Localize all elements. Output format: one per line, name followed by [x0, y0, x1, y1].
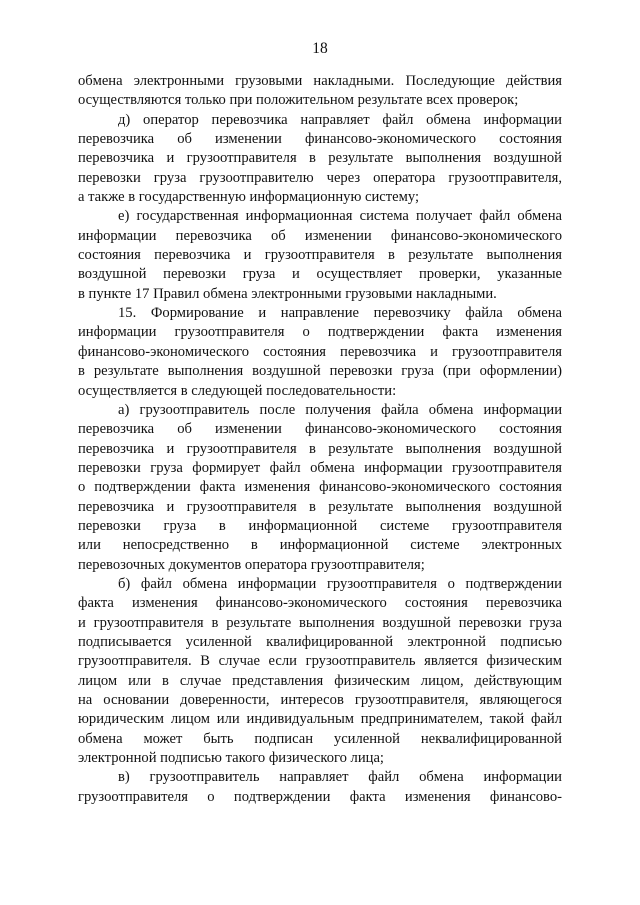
text-line: состояния перевозчика и грузоотправителя в результате выполнения [78, 247, 562, 264]
text-line: юридическим лицом или индивидуальным предпринимателем, такой файл [78, 711, 562, 728]
text-line: факта изменения финансово-экономического состояния перевозчика [78, 595, 562, 612]
text-line: перевозки груза формирует файл обмена информации грузоотправителя [78, 459, 562, 476]
text-line: подписывается усиленной квалифицированной электронной подписью [78, 633, 562, 650]
text-line: в пункте 17 Правил обмена электронными грузовыми накладными. [78, 285, 497, 302]
text-line: перевозчика и грузоотправителя в результате выполнения воздушной [78, 150, 562, 167]
text-line: д) оператор перевозчика направляет файл обмена информации [118, 111, 562, 128]
text-line: электронной подписью такого физического лица; [78, 750, 384, 767]
text-line: о подтверждении факта изменения финансово-экономического состояния [78, 479, 562, 496]
text-line: осуществляется в следующей последовательности: [78, 382, 397, 399]
text-line: на основании доверенности, интересов грузоотправителя, являющегося [78, 692, 562, 708]
text-line: перевозочных документов оператора грузоотправителя; [78, 556, 425, 573]
text-line: грузоотправителя. В случае если грузоотправитель является физическим [78, 653, 562, 670]
text-line: е) государственная информационная система получает файл обмена [118, 208, 562, 225]
text-line: обмена может быть подписан усиленной неквалифицированной [78, 730, 562, 747]
text-line: перевозчика об изменении финансово-экономического состояния [78, 421, 562, 438]
page-number: 18 [312, 40, 328, 57]
text-line: грузоотправителя о подтверждении факта изменения финансово- [78, 788, 562, 805]
text-line: а) грузоотправитель после получения файла обмена информации [118, 401, 562, 418]
text-line: в) грузоотправитель направляет файл обмена информации [118, 769, 562, 786]
text-line: и грузоотправителя в результате выполнения воздушной перевозки груза [78, 614, 562, 631]
text-line: или непосредственно в информационной системе электронных [78, 537, 562, 554]
text-line: обмена электронными грузовыми накладными. Последующие действия [78, 73, 562, 89]
text-line: в результате выполнения воздушной перевозки груза (при оформлении) [78, 363, 562, 380]
text-line: информации грузоотправителя о подтверждении факта изменения [78, 324, 562, 341]
text-line: финансово-экономического состояния перевозчика и грузоотправителя [78, 343, 562, 360]
text-line: а также в государственную информационную систему; [78, 189, 420, 206]
text-line: б) файл обмена информации грузоотправителя о подтверждении [118, 575, 562, 592]
text-line: лицом или в случае представления физическим лицом, действующим [78, 672, 562, 689]
document-body [78, 72, 562, 807]
text-line: перевозки груза грузоотправителю через оператора грузоотправителя, [78, 169, 562, 186]
text-line: информации перевозчика об изменении финансово-экономического [78, 227, 562, 244]
text-line: воздушной перевозки груза и осуществляет проверки, указанные [78, 266, 562, 283]
text-line: перевозчика и грузоотправителя в результате выполнения воздушной [78, 498, 562, 515]
text-line: 15. Формирование и направление перевозчику файла обмена [118, 305, 562, 322]
text-line: перевозки груза в информационной системе грузоотправителя [78, 517, 562, 534]
text-line: перевозчика об изменении финансово-экономического состояния [78, 131, 562, 148]
text-line: перевозчика и грузоотправителя в результате выполнения воздушной [78, 440, 562, 457]
text-line: осуществляются только при положительном результате всех проверок; [78, 92, 519, 109]
